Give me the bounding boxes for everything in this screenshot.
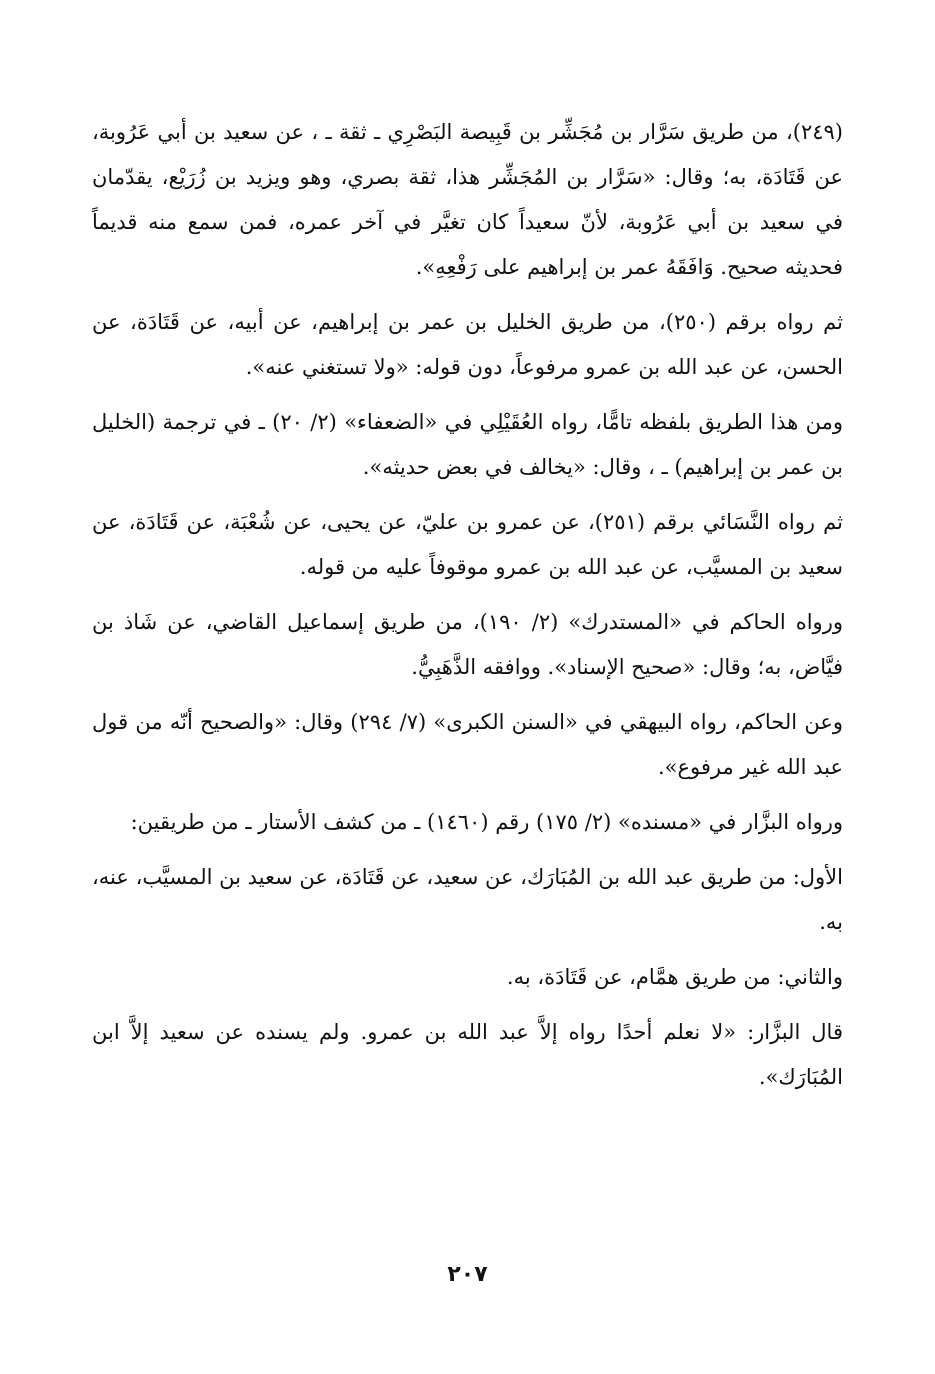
paragraph-1: (٢٤٩)، من طريق سَرَّار بن مُجَشِّر بن قَبِيصة البَصْرِي ـ ثقة ـ ، عن سعيد بن أبي عَرُوبة، عن قَتَادَة، به؛ وقال: «سَرَّار بن المُجَشِّر هذا، ثقة بصري، وهو ويزيد بن زُرَيْع، يقدّمان في سعيد بن أبي عَرُوبة، لأنّ سعيداً كان تغيَّر في آخر عمره، فمن سمع منه قديماً فحديثه صحيح. وَافَقَهُ عمر بن إبراهيم على رَفْعِهِ».	[92, 120, 843, 279]
paragraph-8: الأول: من طريق عبد الله بن المُبَارَك، عن سعيد، عن قَتَادَة، عن سعيد بن المسيَّب، عنه، به.	[92, 865, 843, 934]
paragraph-3: ومن هذا الطريق بلفظه تامًّا، رواه العُقَيْلِي في «الضعفاء» (٢/ ٢٠) ـ في ترجمة (الخليل بن عمر بن إبراهيم) ـ ، وقال: «يخالف في بعض حديثه».	[92, 410, 844, 479]
paragraph-9: والثاني: من طريق همَّام، عن قَتَادَة، به.	[506, 965, 843, 989]
paragraph-5: ورواه الحاكم في «المستدرك» (٢/ ١٩٠)، من طريق إسماعيل القاضي، عن شَاذ بن فيَّاض، به؛ وقال: «صحيح الإسناد». ووافقه الذَّهَبِيُّ.	[92, 610, 843, 679]
paragraph-7: ورواه البزَّار في «مسنده» (٢/ ١٧٥) رقم (١٤٦٠) ـ من كشف الأستار ـ من طريقين:	[130, 810, 843, 834]
page-body	[92, 110, 843, 1110]
page-number: ٢٠٧	[447, 1262, 488, 1287]
paragraph-10: قال البزَّار: «لا نعلم أحدًا رواه إلاَّ عبد الله بن عمرو. ولم يسنده عن سعيد إلاَّ ابن المُبَارَك».	[92, 1020, 843, 1089]
paragraph-4: ثم رواه النَّسَائي برقم (٢٥١)، عن عمرو بن عليّ، عن يحيى، عن شُعْبَة، عن قَتَادَة، عن سعيد بن المسيَّب، عن عبد الله بن عمرو موقوفاً عليه من قوله.	[92, 510, 843, 579]
paragraph-6: وعن الحاكم، رواه البيهقي في «السنن الكبرى» (٧/ ٢٩٤) وقال: «والصحيح أنّه من قول عبد الله غير مرفوع».	[92, 710, 843, 779]
paragraph-2: ثم رواه برقم (٢٥٠)، من طريق الخليل بن عمر بن إبراهيم، عن أبيه، عن قَتَادَة، عن الحسن، عن عبد الله بن عمرو مرفوعاً، دون قوله: «ولا تستغني عنه».	[92, 310, 843, 379]
